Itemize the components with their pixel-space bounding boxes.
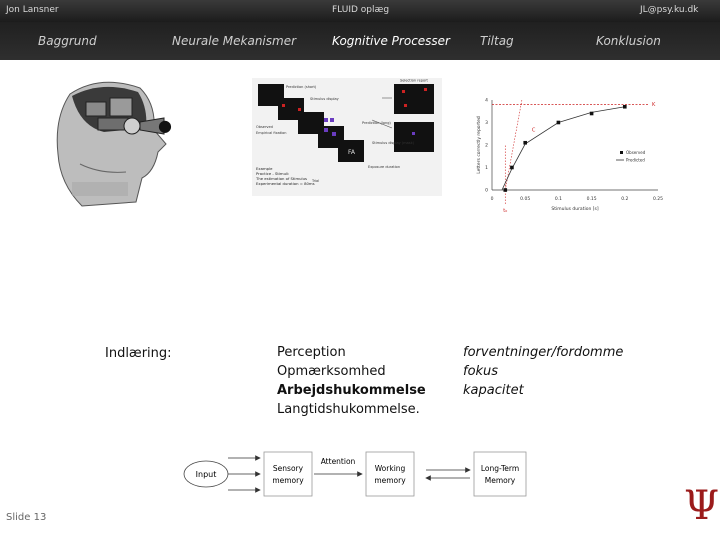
fig-letters: FA xyxy=(348,149,356,156)
screen-7 xyxy=(394,122,434,152)
input-label: Input xyxy=(195,470,217,479)
x-tick-label: 0 xyxy=(490,197,494,202)
fig-caption: The estimation of Stimulus xyxy=(256,176,307,181)
long-term-memory-box xyxy=(474,452,526,496)
x-tick-label: 0.2 xyxy=(621,197,629,202)
svg-text:Working: Working xyxy=(374,464,406,473)
fig-label: Prediction (short) xyxy=(286,85,317,89)
factor-item: forventninger/fordomme xyxy=(463,345,624,360)
legend-predicted: Predicted xyxy=(626,157,645,163)
observed-point xyxy=(590,112,594,116)
author-name: Jon Lansner xyxy=(6,5,59,15)
x-tick-label: 0.15 xyxy=(586,197,597,202)
nav-item-neurale-mekanismer[interactable]: Neurale Mekanismer xyxy=(172,34,297,48)
attention-label: Attention xyxy=(320,457,356,466)
x-tick-label: 0.25 xyxy=(652,197,664,202)
head-illustration xyxy=(30,74,180,210)
psi-logo-icon: Ψ xyxy=(684,483,720,529)
eye-icon: ● xyxy=(158,116,172,135)
fig-label: Exposure duration xyxy=(368,165,401,169)
observed-point xyxy=(503,188,507,192)
predicted-series-line xyxy=(502,107,625,190)
y-tick-label: 1 xyxy=(485,166,488,171)
x-tick-label: 0.05 xyxy=(520,197,531,202)
process-item: Arbejdshukommelse xyxy=(277,383,426,398)
factor-item: fokus xyxy=(463,364,499,379)
tva-chart xyxy=(470,90,670,225)
fig-label: Empirical fixation xyxy=(256,131,287,135)
svg-text:Sensory: Sensory xyxy=(272,464,304,473)
process-item: Opmærksomhed xyxy=(277,364,386,379)
observed-point xyxy=(623,105,627,109)
c-slope-line xyxy=(505,100,522,190)
slide-number: Slide 13 xyxy=(6,512,47,523)
factor-item: kapacitet xyxy=(463,383,524,398)
screen-6 xyxy=(394,84,434,114)
observed-point xyxy=(523,141,527,145)
y-tick-label: 2 xyxy=(485,143,488,149)
t0-annotation: t₀ xyxy=(503,208,508,214)
observed-point xyxy=(510,166,514,170)
fig-label: Stimulus display (mask) xyxy=(372,141,414,145)
svg-text:memory: memory xyxy=(272,476,304,485)
legend-observed: Observed xyxy=(626,150,646,155)
memory-model-diagram xyxy=(180,444,540,500)
x-axis-label: Stimulus duration [s] xyxy=(551,207,599,212)
experiment-figure xyxy=(252,78,442,196)
y-tick-label: 3 xyxy=(485,121,488,126)
top-bar xyxy=(0,0,720,22)
fig-caption: Practice - Stimuli: xyxy=(256,171,290,176)
fig-caption: Experimental duration = 80ms xyxy=(256,181,315,186)
svg-text:Memory: Memory xyxy=(484,476,516,485)
sensory-memory-box xyxy=(264,452,312,496)
nav-item-tiltag[interactable]: Tiltag xyxy=(480,34,514,48)
c-annotation: C xyxy=(531,127,536,134)
observed-point xyxy=(557,121,561,125)
nav-item-baggrund[interactable]: Baggrund xyxy=(38,34,97,48)
nav-item-konklusion[interactable]: Konklusion xyxy=(596,34,661,48)
process-item: Perception xyxy=(277,345,346,360)
presentation-title: FLUID oplæg xyxy=(332,5,390,15)
fig-label: Prediction (long) xyxy=(362,121,391,125)
fig-label: Observed xyxy=(256,125,273,129)
svg-text:memory: memory xyxy=(374,476,406,485)
x-tick-label: 0.1 xyxy=(554,197,562,202)
y-tick-label: 4 xyxy=(485,98,488,104)
nav-item-kognitive-processer[interactable]: Kognitive Processer xyxy=(332,34,450,48)
fig-label: Stimulus display xyxy=(310,97,339,101)
k-annotation: K xyxy=(652,102,656,108)
process-item: Langtidshukommelse. xyxy=(277,402,420,417)
y-tick-label: 0 xyxy=(485,188,488,194)
fig-label: Selection report xyxy=(400,78,428,83)
learning-label: Indlæring: xyxy=(105,346,172,361)
legend-observed-marker xyxy=(620,151,623,154)
svg-text:Long-Term: Long-Term xyxy=(480,464,520,473)
email-address[interactable]: JL@psy.ku.dk xyxy=(640,5,699,15)
fig-label: Trial xyxy=(312,179,320,183)
fig-caption: Example xyxy=(256,166,273,171)
working-memory-box xyxy=(366,452,414,496)
y-axis-label: Letters correctly reported xyxy=(477,116,482,174)
